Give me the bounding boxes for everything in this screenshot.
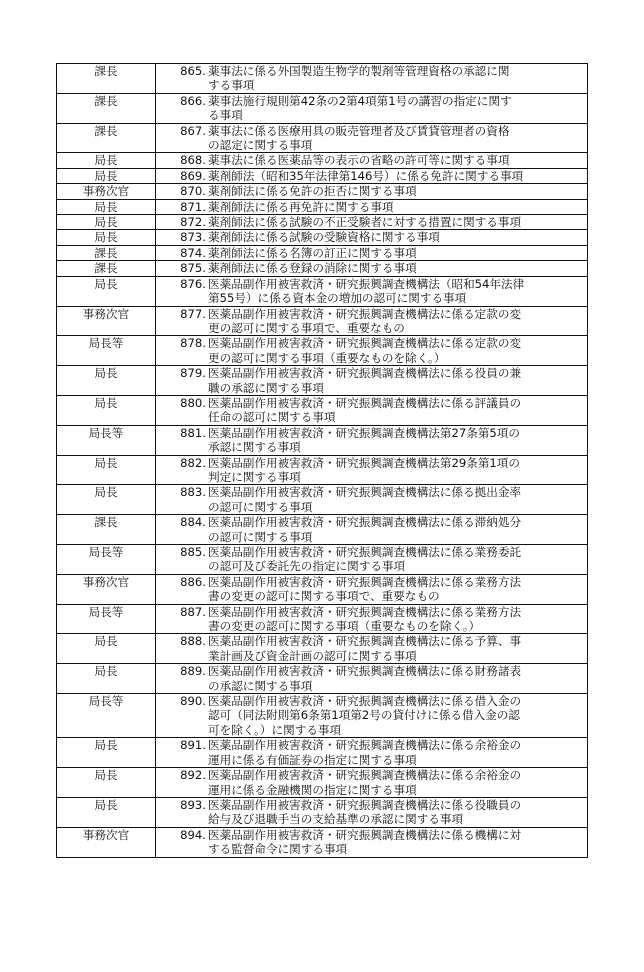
item-number: 871. [180,199,206,214]
authority-cell: 局長 [57,276,156,306]
table-row [57,664,588,694]
item-number: 884. [180,515,206,530]
item-text-line-2: する事項 [208,78,255,93]
item-description-cell [156,276,588,306]
table-row [57,455,588,485]
item-text-line-2: 更の認可に関する事項で、重要なもの [208,320,405,335]
item-description-cell [156,153,588,168]
authority-cell: 局長等 [57,336,156,366]
item-number: 877. [180,306,206,321]
item-text-line-2: 書の変更の認可に関する事項（重要なものを除く。） [208,619,481,634]
table-row [57,184,588,199]
table-row [57,93,588,123]
item-text-line-2: る事項 [208,108,243,123]
authority-cell: 課長 [57,245,156,260]
item-text-line-2: の認可に関する事項 [208,499,313,514]
item-number: 876. [180,276,206,291]
item-text-line-1: 薬事法施行規則第42条の2第4項第1号の講習の指定に関す [208,93,512,108]
item-text-line-2: の認定に関する事項 [208,138,313,153]
table-row [57,153,588,168]
authority-cell: 局長 [57,455,156,485]
authority-cell: 局長等 [57,425,156,455]
table-row [57,515,588,545]
table-row [57,694,588,738]
item-text-line-1: 薬事法に係る医薬品等の表示の省略の許可等に関する事項 [208,153,510,168]
authority-cell: 事務次官 [57,827,156,857]
item-text-line-1: 医薬品副作用被害救済・研究振興調査機構法に係る機構に対 [208,827,522,842]
item-number: 893. [180,797,206,812]
item-number: 882. [180,455,206,470]
item-description-cell [156,634,588,664]
item-text-line-2: の承認に関する事項 [208,678,313,693]
item-text-line-2: 職の承認に関する事項 [208,380,324,395]
authority-cell: 局長 [57,230,156,245]
authority-cell: 局長 [57,485,156,515]
table-row [57,395,588,425]
item-number: 874. [180,245,206,260]
authority-cell: 局長 [57,366,156,396]
table-row [57,768,588,798]
item-text-line-1: 医薬品副作用被害救済・研究振興調査機構法に係る業務委託 [208,545,522,559]
item-number: 883. [180,485,206,500]
table-row [57,64,588,94]
item-number: 870. [180,184,206,199]
item-text-line-1: 薬剤師法（昭和35年法律第146号）に係る免許に関する事項 [208,168,524,183]
item-text-line-1: 医薬品副作用被害救済・研究振興調査機構法に係る役員の兼 [208,366,522,381]
item-description-cell [156,545,588,575]
item-text-line-1: 医薬品副作用被害救済・研究振興調査機構法第27条第5項の [208,425,520,440]
table-row [57,123,588,153]
item-description-cell [156,485,588,515]
item-description-cell [156,199,588,214]
item-text-line-1: 薬剤師法に係る名簿の訂正に関する事項 [208,245,417,260]
authority-cell: 局長 [57,395,156,425]
table-row [57,604,588,634]
item-description-cell [156,230,588,245]
table-row [57,276,588,306]
item-text-line-1: 薬事法に係る医療用具の販売管理者及び賃貸管理者の資格 [208,123,510,138]
item-number: 868. [180,153,206,168]
item-description-cell [156,574,588,604]
item-number: 880. [180,395,206,410]
authority-cell: 局長 [57,664,156,694]
item-text-line-1: 薬剤師法に係る試験の不正受験者に対する措置に関する事項 [208,215,522,230]
item-text-line-2: 判定に関する事項 [208,469,301,484]
item-description-cell [156,797,588,827]
authority-cell: 事務次官 [57,574,156,604]
item-number: 878. [180,336,206,351]
item-number: 869. [180,168,206,183]
item-text-line-2: の認可に関する事項 [208,529,313,544]
authority-cell: 事務次官 [57,306,156,336]
item-text-line-1: 医薬品副作用被害救済・研究振興調査機構法に係る滞納処分 [208,515,522,530]
item-description-cell [156,64,588,94]
item-text-line-1: 薬剤師法に係る登録の消除に関する事項 [208,261,417,276]
authority-cell: 局長 [57,634,156,664]
table-row [57,336,588,366]
item-text-line-1: 医薬品副作用被害救済・研究振興調査機構法（昭和54年法律 [208,276,525,291]
item-text-line-3: 可を除く。）に関する事項 [208,722,342,737]
item-number: 886. [180,574,206,589]
item-description-cell [156,604,588,634]
item-text-line-1: 薬剤師法に係る試験の受験資格に関する事項 [208,230,440,245]
item-number: 894. [180,827,206,842]
item-text-line-2: 業計画及び資金計画の認可に関する事項 [208,648,417,663]
item-description-cell [156,184,588,199]
item-description-cell [156,664,588,694]
item-text-line-1: 医薬品副作用被害救済・研究振興調査機構法に係る余裕金の [208,738,522,753]
item-number: 881. [180,425,206,440]
item-description-cell [156,827,588,857]
item-text-line-2: 更の認可に関する事項（重要なものを除く。） [208,350,446,365]
item-text-line-1: 薬事法に係る外国製造生物学的製剤等管理資格の承認に関 [208,64,510,78]
table-row [57,545,588,575]
table-row [57,738,588,768]
item-text-line-2: する監督命令に関する事項 [208,842,348,857]
item-description-cell [156,215,588,230]
authority-cell: 局長等 [57,604,156,634]
authority-cell: 局長 [57,215,156,230]
item-number: 890. [180,694,206,709]
item-number: 879. [180,366,206,381]
table-row [57,168,588,183]
item-text-line-1: 医薬品副作用被害救済・研究振興調査機構法に係る余裕金の [208,768,522,783]
item-number: 887. [180,604,206,619]
authority-cell: 局長等 [57,545,156,575]
table-row [57,797,588,827]
authority-cell: 局長 [57,797,156,827]
item-number: 867. [180,123,206,138]
item-text-line-1: 薬剤師法に係る免許の拒否に関する事項 [208,184,417,199]
item-text-line-2: 認可（同法附則第6条第1項第2号の貸付けに係る借入金の認 [208,708,520,723]
authority-cell: 課長 [57,515,156,545]
item-description-cell [156,425,588,455]
item-description-cell [156,515,588,545]
item-text-line-2: の認可及び委託先の指定に関する事項 [208,559,406,574]
item-description-cell [156,395,588,425]
item-description-cell [156,93,588,123]
authority-cell: 課長 [57,64,156,94]
item-text-line-1: 医薬品副作用被害救済・研究振興調査機構法第29条第1項の [208,455,520,470]
item-text-line-1: 医薬品副作用被害救済・研究振興調査機構法に係る役職員の [208,797,522,812]
item-description-cell [156,306,588,336]
item-number: 866. [180,93,206,108]
table-row [57,261,588,276]
item-description-cell [156,366,588,396]
authority-cell: 局長 [57,168,156,183]
item-text-line-1: 医薬品副作用被害救済・研究振興調査機構法に係る定款の変 [208,306,522,321]
item-text-line-2: 運用に係る有価証券の指定に関する事項 [208,752,417,767]
item-description-cell [156,168,588,183]
item-number: 872. [180,215,206,230]
table-row [57,245,588,260]
item-description-cell [156,261,588,276]
item-number: 891. [180,738,206,753]
item-text-line-2: 給与及び退職手当の支給基準の承認に関する事項 [208,812,464,827]
authority-cell: 事務次官 [57,184,156,199]
item-text-line-2: 承認に関する事項 [208,440,301,455]
item-text-line-2: 運用に係る金融機関の指定に関する事項 [208,782,417,797]
authority-cell: 課長 [57,123,156,153]
item-text-line-1: 医薬品副作用被害救済・研究振興調査機構法に係る業務方法 [208,604,522,619]
item-text-line-1: 医薬品副作用被害救済・研究振興調査機構法に係る借入金の [208,694,522,709]
table-row [57,425,588,455]
item-number: 873. [180,230,206,245]
authority-cell: 課長 [57,93,156,123]
table-row [57,199,588,214]
item-description-cell [156,768,588,798]
item-text-line-2: 任命の認可に関する事項 [208,410,336,425]
table-row [57,366,588,396]
item-text-line-2: 第55号）に係る資本金の増加の認可に関する事項 [208,291,467,306]
item-number: 865. [180,64,206,78]
item-text-line-1: 医薬品副作用被害救済・研究振興調査機構法に係る拠出金率 [208,485,522,500]
table-row [57,485,588,515]
table-row [57,215,588,230]
item-text-line-1: 医薬品副作用被害救済・研究振興調査機構法に係る定款の変 [208,336,522,351]
table-body [57,64,588,858]
item-number: 888. [180,634,206,649]
authority-cell: 局長 [57,153,156,168]
item-number: 892. [180,768,206,783]
delegation-table [56,63,588,858]
item-description-cell [156,123,588,153]
table-row [57,574,588,604]
authority-cell: 局長 [57,199,156,214]
authority-cell: 課長 [57,261,156,276]
item-description-cell [156,694,588,738]
item-text-line-1: 医薬品副作用被害救済・研究振興調査機構法に係る評議員の [208,395,522,410]
item-description-cell [156,455,588,485]
item-description-cell [156,336,588,366]
item-text-line-1: 医薬品副作用被害救済・研究振興調査機構法に係る財務諸表 [208,664,522,679]
table-row [57,306,588,336]
table-row [57,827,588,857]
authority-cell: 局長 [57,768,156,798]
item-number: 875. [180,261,206,276]
item-description-cell [156,738,588,768]
item-number: 889. [180,664,206,679]
table-row [57,634,588,664]
item-text-line-2: 書の変更の認可に関する事項で、重要なもの [208,589,440,604]
authority-cell: 局長 [57,738,156,768]
item-text-line-1: 薬剤師法に係る再免許に関する事項 [208,199,394,214]
item-text-line-1: 医薬品副作用被害救済・研究振興調査機構法に係る予算、事 [208,634,522,649]
item-description-cell [156,245,588,260]
authority-cell: 局長等 [57,694,156,738]
item-number: 885. [180,545,206,559]
item-text-line-1: 医薬品副作用被害救済・研究振興調査機構法に係る業務方法 [208,574,522,589]
table-row [57,230,588,245]
